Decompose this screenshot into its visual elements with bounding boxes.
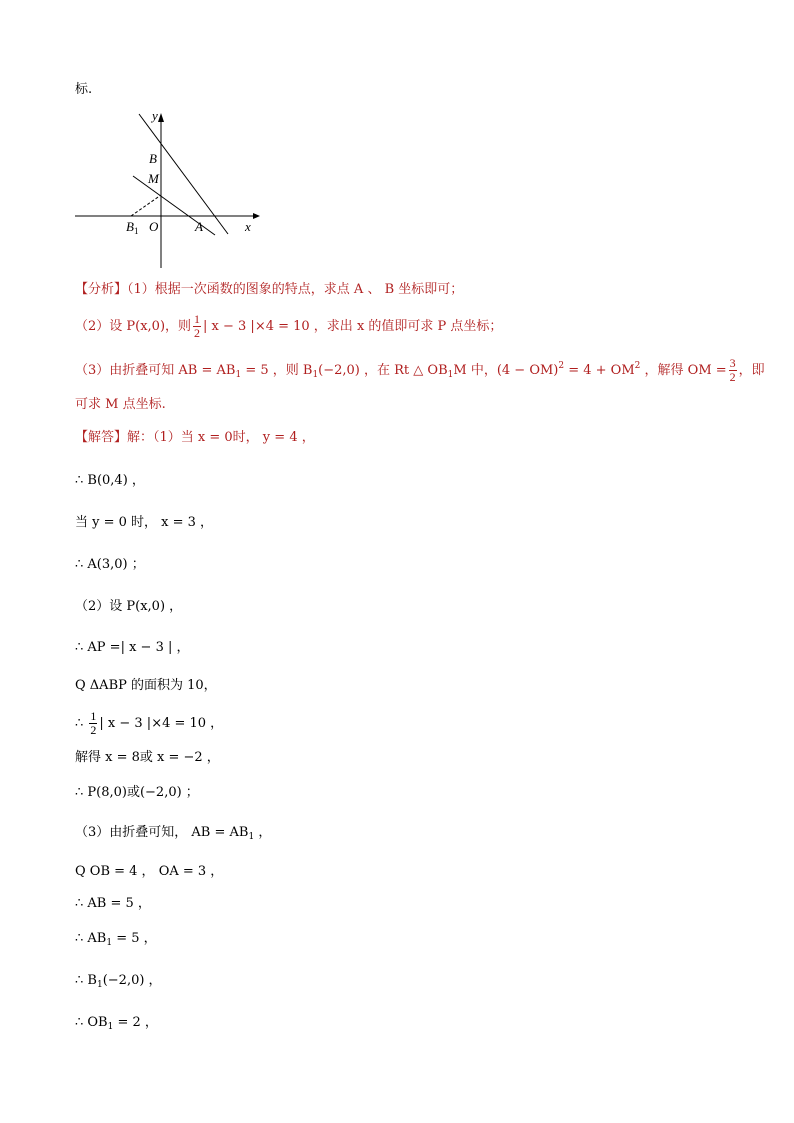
x-axis-arrow-icon <box>253 213 260 219</box>
solution-line-4: ∴ A(3,0) ； <box>75 557 145 572</box>
label-y: y <box>152 108 158 123</box>
analysis-line-3: （3）由折叠可知 AB = $AB_1 = 5$ ，则 $B_1(-2,0)$ ，在 Rt △ $OB_1M$ 中，$(4 - OM)^2 = 4 + OM^2$ ，解得 OM = $\frac{3}{2}$ ，即 <box>75 356 765 384</box>
solution-line-15: ∴ $B_1(-2,0)$ ， <box>75 973 162 990</box>
analysis-line-1: 【分析】（1）根据一次函数的图象的特点，求点 A 、 B 坐标即可； <box>75 282 464 297</box>
y-axis-arrow-icon <box>158 113 164 122</box>
solution-line-8: ∴ $\frac{1}{2}$ | x − 3 |×4 = 10 ， <box>75 709 224 737</box>
solution-line-2: ∴ B(0,4) ， <box>75 473 145 488</box>
fraction-half: $\frac{1}{2}$ <box>194 312 201 340</box>
solution-line-7: Q ΔABP 的面积为 10， <box>75 678 217 693</box>
label-x: x <box>245 219 251 234</box>
solution-line-5: （2）设 P(x,0) ， <box>75 599 183 614</box>
analysis-title: 【分析】 <box>75 282 128 297</box>
label-B: B <box>149 151 157 166</box>
solution-line-9: 解得 x = 8或 x = −2 ， <box>75 750 220 765</box>
solution-title: 【解答】 <box>75 430 128 445</box>
analysis-line-2: （2）设 P(x,0)，则 $\frac{1}{2}$ | x − 3 |×4 = 10 ，求出 x 的值即可求 P 点坐标； <box>75 312 503 340</box>
function-graph <box>70 105 270 270</box>
solution-line-6: ∴ AP =| x − 3 | ， <box>75 640 190 655</box>
dashed-b1m <box>131 195 161 216</box>
fraction-three-halves: $\frac{3}{2}$ <box>729 356 736 384</box>
solution-line-1: 【解答】解：（1）当 x = 0时， y = 4 ， <box>75 430 315 445</box>
solution-line-3: 当 y = 0 时， x = 3 ， <box>75 515 214 530</box>
solution-line-16: ∴ $OB_1 = 2$ ， <box>75 1015 158 1032</box>
label-B1-sub: 1 <box>134 226 139 236</box>
analysis-line-4: 可求 M 点坐标. <box>75 397 166 412</box>
solution-line-10: ∴ P(8,0)或(−2,0) ； <box>75 785 199 800</box>
solution-line-14: ∴ $AB_1 = 5$ ， <box>75 931 157 948</box>
solution-line-13: ∴ AB = 5 ， <box>75 896 151 911</box>
continued-text: 标. <box>75 82 93 97</box>
label-B1: B <box>126 219 134 234</box>
solution-line-12: Q OB = 4 ， OA = 3 ， <box>75 864 224 879</box>
fraction-half-2: $\frac{1}{2}$ <box>90 709 97 737</box>
label-A: A <box>195 219 203 234</box>
solution-line-11: （3）由折叠可知， AB = $AB_1$ ， <box>75 825 272 842</box>
label-O: O <box>149 219 159 234</box>
label-M: M <box>148 171 159 186</box>
